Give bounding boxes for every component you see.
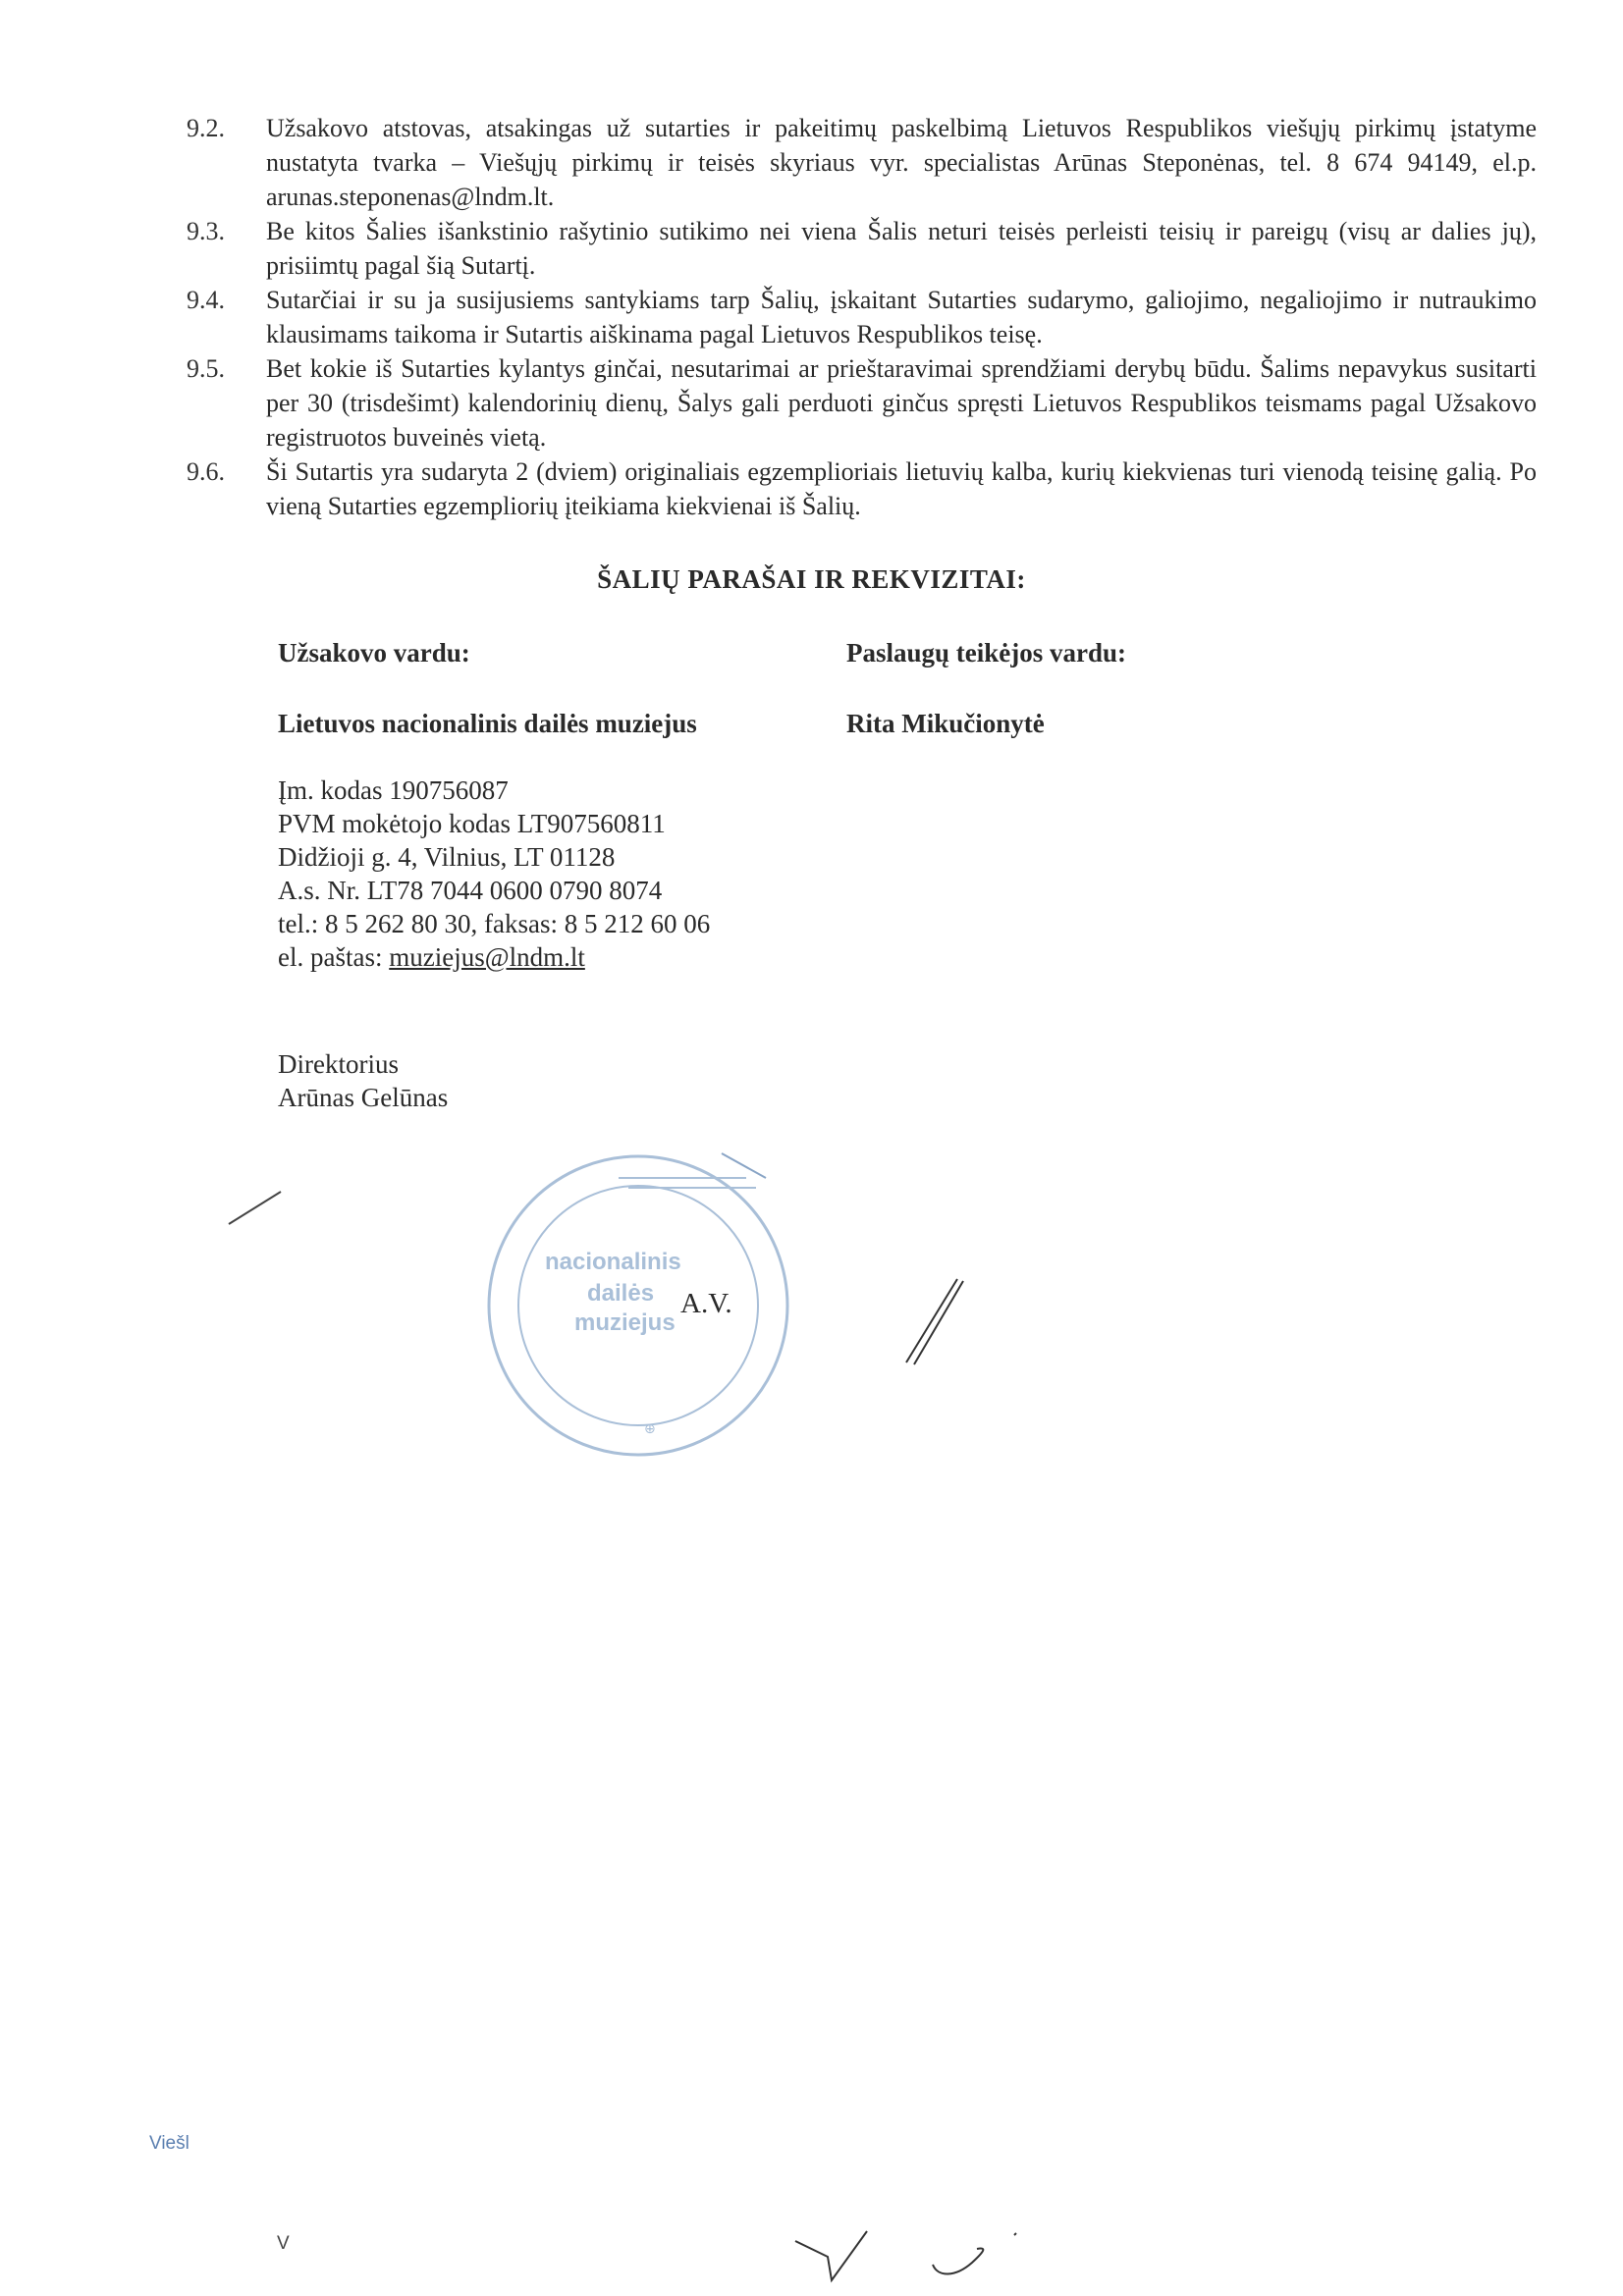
clause-number: 9.5. (187, 354, 225, 383)
stamp-placeholder: A.V. (680, 1288, 732, 1319)
clause-text: Užsakovo atstovas, atsakingas už sutarties ir pakeitimų paskelbimą Lietuvos Respublikos viešųjų pirkimų įstatyme nustatyta tvarka – Viešųjų pirkimų ir teisės skyriaus vyr. specialistas Arūnas Steponėnas, tel. 8 674 94149, el.p. arunas.steponenas@lndm.lt. (266, 114, 1537, 211)
bank-account: A.s. Nr. LT78 7044 0600 0790 8074 (278, 876, 663, 905)
signer-name: Arūnas Gelūnas (278, 1083, 449, 1112)
clause-9-2 (187, 111, 1537, 214)
clause-number: 9.2. (187, 114, 225, 142)
clause-number: 9.4. (187, 286, 225, 314)
phone-fax: tel.: 8 5 262 80 30, faksas: 8 5 212 60 06 (278, 909, 711, 938)
customer-signer (278, 1047, 448, 1114)
customer-requisites (278, 774, 710, 974)
provider-name: Rita Mikučionytė (846, 709, 1045, 738)
clause-list (187, 111, 1537, 523)
email-line (278, 940, 710, 974)
margin-initial: V (277, 2233, 290, 2254)
svg-text:⊕: ⊕ (644, 1421, 656, 1437)
stamp-line-1: nacionalinis (545, 1249, 681, 1275)
provider-label: Paslaugų teikėjos vardu: (846, 638, 1127, 667)
company-code: Įm. kodas 190756087 (278, 775, 509, 805)
signatures-heading: ŠALIŲ PARAŠAI IR REKVIZITAI: (597, 564, 1026, 594)
email-prefix: el. paštas: (278, 942, 390, 972)
address: Didžioji g. 4, Vilnius, LT 01128 (278, 842, 616, 872)
clause-9-4 (187, 283, 1537, 351)
email-link[interactable]: muziejus@lndm.lt (389, 942, 585, 972)
signature-stroke (898, 1276, 967, 1369)
stamp-line-3: muziejus (574, 1309, 676, 1336)
customer-name: Lietuvos nacionalinis dailės muziejus (278, 709, 697, 738)
clause-text: Bet kokie iš Sutarties kylantys ginčai, nesutarimai ar prieštaravimai sprendžiami derybų būdu. Šalims nepavykus susitarti per 30 (trisdešimt) kalendorinių dienų, Šalys gali perduoti ginčus spręsti Lietuvos Respublikos teismams pagal Užsakovo registruotos buveinės vietą. (266, 354, 1537, 452)
clause-9-5 (187, 351, 1537, 454)
vat-code: PVM mokėtojo kodas LT907560811 (278, 809, 666, 838)
clause-9-3 (187, 214, 1537, 283)
customer-label: Užsakovo vardu: (278, 638, 470, 667)
clause-9-6 (187, 454, 1537, 523)
clause-text: Be kitos Šalies išankstinio rašytinio sutikimo nei viena Šalis neturi teisės perleisti teisių ir pareigų (visų ar dalies jų), prisiimtų pagal šią Sutartį. (266, 217, 1537, 280)
pen-stroke (226, 1188, 285, 1227)
clause-text: Sutarčiai ir su ja susijusiems santykiams tarp Šalių, įskaitant Sutarties sudarymo, galiojimo, negaliojimo ir nutraukimo klausimams taikoma ir Sutartis aiškinama pagal Lietuvos Respublikos teisę. (266, 286, 1537, 348)
margin-note: Viešl (149, 2133, 189, 2154)
clause-number: 9.3. (187, 217, 225, 245)
clause-number: 9.6. (187, 457, 225, 486)
stamp-line-2: dailės (587, 1280, 655, 1307)
clause-text: Ši Sutartis yra sudaryta 2 (dviem) originaliais egzemplioriais lietuvių kalba, kurių kiekvienas turi vienodą teisinę galią. Po vieną Sutarties egzempliorių įteikiama kiekvienai iš Šalių. (266, 457, 1537, 520)
signer-position: Direktorius (278, 1049, 399, 1079)
initials-signature (790, 2223, 1026, 2292)
